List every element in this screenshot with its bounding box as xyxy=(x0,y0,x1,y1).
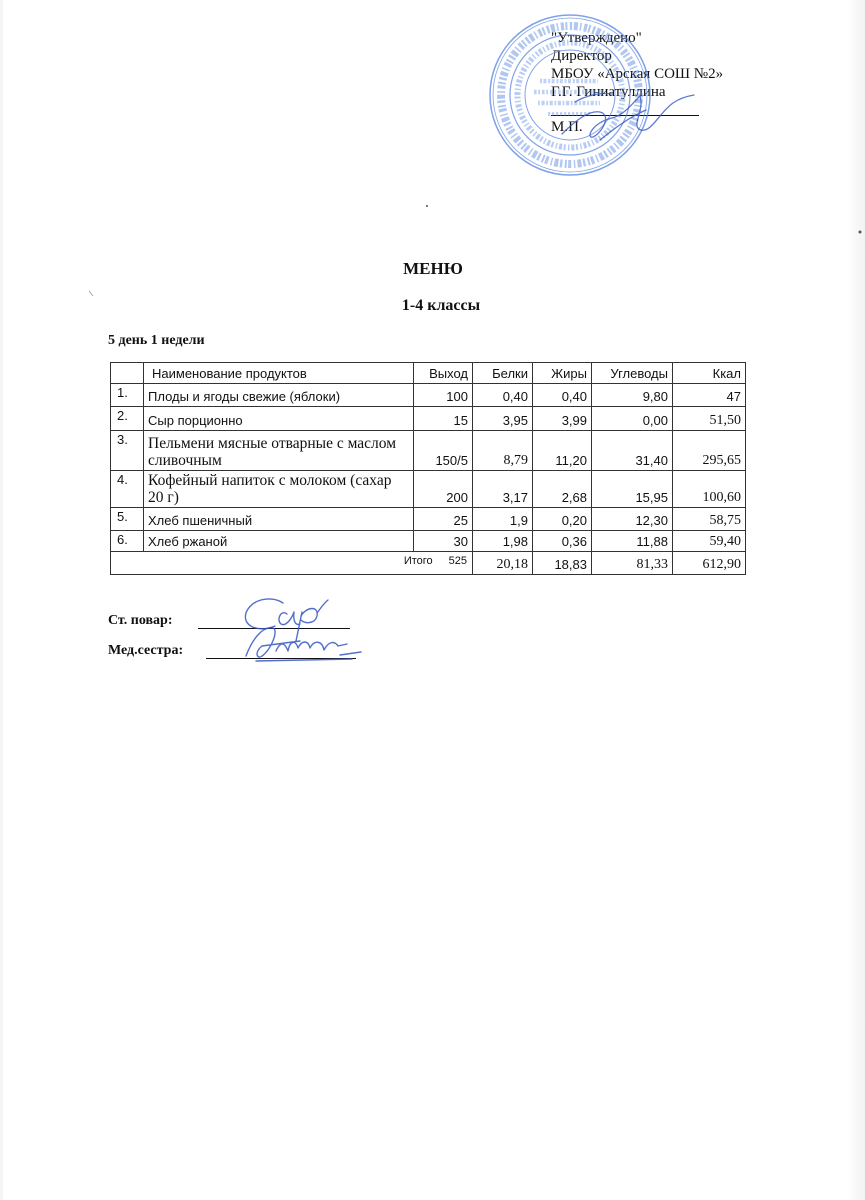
row-yield: 150/5 xyxy=(414,431,473,471)
row-fat: 11,20 xyxy=(533,431,592,471)
table-row xyxy=(111,407,746,431)
scan-edge-shadow xyxy=(846,0,865,1200)
nurse-signature-label: Мед.сестра: xyxy=(108,643,184,658)
row-number: 4. xyxy=(111,471,144,508)
row-product: Хлеб пшеничный xyxy=(144,508,414,531)
row-kcal: 47 xyxy=(673,384,746,407)
total-fat: 18,83 xyxy=(533,552,592,575)
row-fat: 3,99 xyxy=(533,407,592,431)
row-product: Плоды и ягоды свежие (яблоки) xyxy=(144,384,414,407)
table-total-row xyxy=(111,552,746,575)
row-number: 2. xyxy=(111,407,144,431)
row-yield: 200 xyxy=(414,471,473,508)
row-kcal: 59,40 xyxy=(673,531,746,552)
scan-speck xyxy=(426,205,428,207)
scan-speck xyxy=(89,291,93,296)
row-yield: 30 xyxy=(414,531,473,552)
scan-edge-left xyxy=(0,0,3,1200)
row-carbs: 12,30 xyxy=(592,508,673,531)
row-product: Сыр порционно xyxy=(144,407,414,431)
header-yield: Выход xyxy=(414,363,473,384)
row-yield: 15 xyxy=(414,407,473,431)
row-number: 3. xyxy=(111,431,144,471)
row-product: Хлеб ржаной xyxy=(144,531,414,552)
approval-seal-label: М.П. xyxy=(551,119,583,135)
row-fat: 2,68 xyxy=(533,471,592,508)
row-protein: 0,40 xyxy=(473,384,533,407)
header-fat: Жиры xyxy=(533,363,592,384)
row-kcal: 51,50 xyxy=(673,407,746,431)
approval-title: "Утверждено" xyxy=(551,30,642,46)
table-row xyxy=(111,431,746,471)
cook-signature xyxy=(245,599,328,641)
row-product: Кофейный напиток с молоком (сахар 20 г) xyxy=(144,471,414,508)
row-protein: 3,17 xyxy=(473,471,533,508)
row-protein: 3,95 xyxy=(473,407,533,431)
row-kcal: 295,65 xyxy=(673,431,746,471)
scan-specks xyxy=(89,205,862,296)
total-label-cell xyxy=(111,552,473,575)
row-carbs: 15,95 xyxy=(592,471,673,508)
nurse-signature xyxy=(246,628,361,661)
row-product: Пельмени мясные отварные с маслом сливочным xyxy=(144,431,414,471)
approval-position: Директор xyxy=(551,48,612,64)
header-kcal: Ккал xyxy=(673,363,746,384)
row-fat: 0,20 xyxy=(533,508,592,531)
total-label: Итого xyxy=(403,555,433,567)
row-number: 5. xyxy=(111,508,144,531)
header-product: Наименование продуктов xyxy=(144,363,414,384)
approval-director-name: Г.Г. Гиниатуллина xyxy=(551,84,666,100)
row-number: 6. xyxy=(111,531,144,552)
row-kcal: 100,60 xyxy=(673,471,746,508)
menu-table xyxy=(110,362,746,575)
table-header-row xyxy=(111,363,746,384)
document-subtitle: 1-4 классы xyxy=(401,297,481,314)
row-protein: 1,98 xyxy=(473,531,533,552)
total-carbs: 81,33 xyxy=(592,552,673,575)
cook-signature-label: Ст. повар: xyxy=(108,613,173,628)
table-row xyxy=(111,508,746,531)
header-carbs: Углеводы xyxy=(592,363,673,384)
table-row xyxy=(111,531,746,552)
cook-signature-line xyxy=(198,628,350,629)
row-protein: 8,79 xyxy=(473,431,533,471)
row-yield: 25 xyxy=(414,508,473,531)
table-row xyxy=(111,384,746,407)
document-title: МЕНЮ xyxy=(403,259,463,278)
row-number: 1. xyxy=(111,384,144,407)
approval-organization: МБОУ «Арская СОШ №2» xyxy=(551,66,724,82)
row-carbs: 11,88 xyxy=(592,531,673,552)
nurse-signature-line xyxy=(206,658,356,659)
total-kcal: 612,90 xyxy=(673,552,746,575)
table-row xyxy=(111,471,746,508)
row-yield: 100 xyxy=(414,384,473,407)
header-protein: Белки xyxy=(473,363,533,384)
total-protein: 20,18 xyxy=(473,552,533,575)
row-carbs: 31,40 xyxy=(592,431,673,471)
header-number-cell xyxy=(111,363,144,384)
row-kcal: 58,75 xyxy=(673,508,746,531)
approval-signature-line xyxy=(551,115,699,116)
row-fat: 0,40 xyxy=(533,384,592,407)
total-yield: 525 xyxy=(448,555,467,567)
menu-day-label: 5 день 1 недели xyxy=(108,333,205,348)
row-protein: 1,9 xyxy=(473,508,533,531)
row-carbs: 9,80 xyxy=(592,384,673,407)
row-fat: 0,36 xyxy=(533,531,592,552)
row-carbs: 0,00 xyxy=(592,407,673,431)
approval-block xyxy=(551,29,723,136)
